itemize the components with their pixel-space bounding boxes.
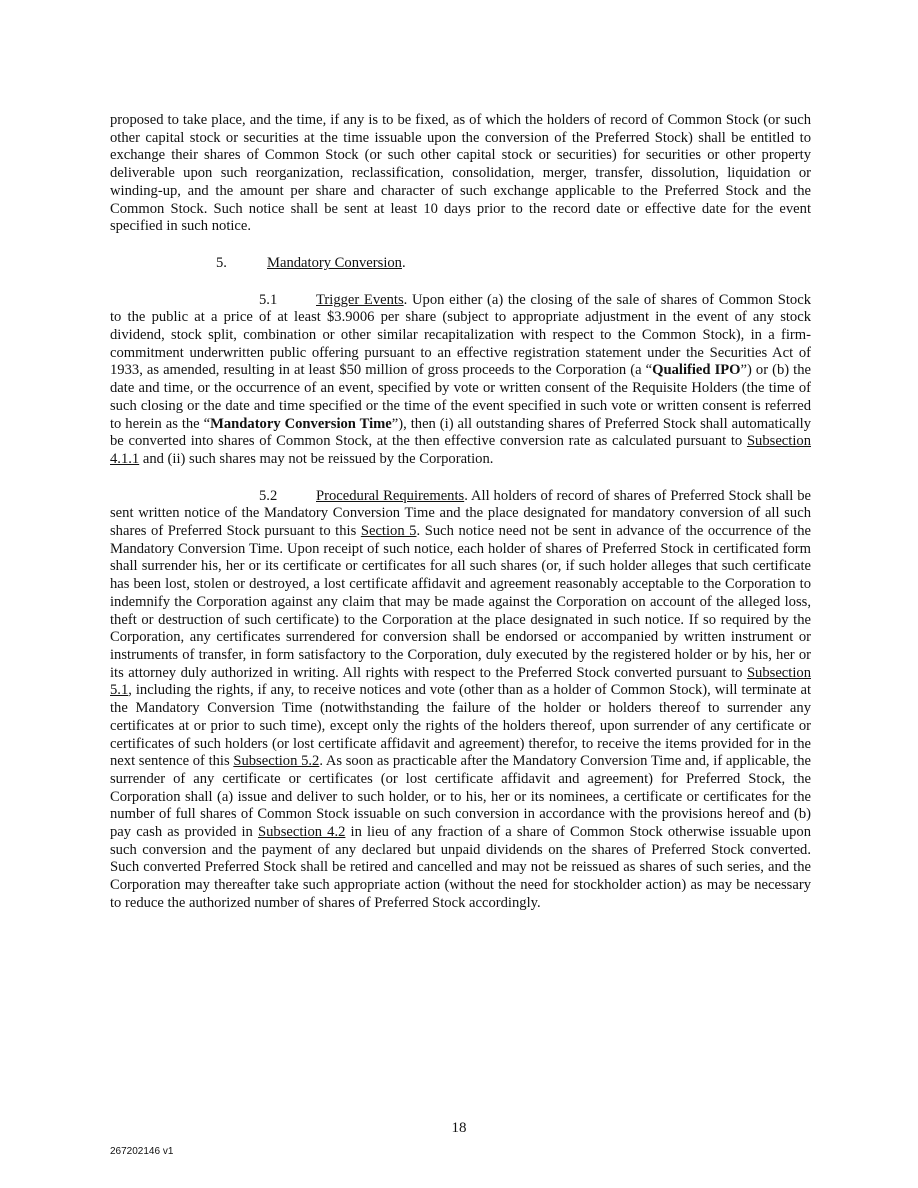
cross-reference: Subsection 4.2 — [257, 824, 346, 841]
subsection-text: ”) or (b) the date and time, or the occurrence of an event, specified by vote or written consent of the Requisite Holders (the time of such closing or the date and time specified or the time of the event specified in such vote or written consent is referred to herein as the “ — [110, 362, 811, 432]
subsection-text: . As soon as practicable after the Mandatory Conversion Time and, if applicable, the surrender of any certificate or certificates (or lost certificate affidavit and agreement) for Preferred Stock, the Corporation shall (a) issue and deliver to such holder, or to his, her or its nominees, a certificate or certificates for the number of full shares of Common Stock issuable on such conversion in accordance with the provisions hereof and (b) pay cash as provided in — [110, 753, 811, 841]
subsection-title: Procedural Requirements — [316, 487, 465, 504]
cross-reference: Subsection 4.1.1 — [110, 433, 811, 467]
subsection-text: ”), then (i) all outstanding shares of Preferred Stock shall automatically be converted into shares of Common Stock, at the then effective conversion rate as calculated pursuant to — [110, 415, 812, 450]
cross-reference: Subsection 5.2 — [233, 753, 320, 770]
defined-term: Qualified IPO — [652, 362, 741, 379]
subsection-number: 5.1 — [259, 291, 278, 308]
defined-term: Mandatory Conversion Time — [210, 415, 392, 432]
subsection-5-1 — [110, 292, 811, 469]
document-body — [110, 112, 811, 932]
document-id: 267202146 v1 — [110, 1146, 174, 1157]
subsection-text: and (ii) such shares may not be reissued by the Corporation. — [139, 450, 494, 467]
continued-paragraph: proposed to take place, and the time, if any is to be fixed, as of which the holders of record of Common Stock (or such other capital stock or securities at the time issuable upon the conversion of the Preferred Stock) shall be entitled to exchange their shares of Common Stock (or such other capital stock or securities) for securities or other property deliverable upon such reorganization, reclassification, consolidation, merger, transfer, dissolution, liquidation or winding-up, and the amount per share and character of such exchange applicable to the Preferred Stock and the Common Stock. Such notice shall be sent at least 10 days prior to the record date or effective date for the event specified in such notice. — [110, 112, 811, 235]
subsection-text: , including the rights, if any, to receive notices and vote (other than as a holder of Common Stock), will terminate at the Mandatory Conversion Time (notwithstanding the failure of the holder or holders thereof to surrender any certificates at or prior to such time), except only the rights of the holders thereof, upon surrender of any certificate or certificates of such holders (or lost certificate affidavit and agreement) therefor, to receive the items provided for in the next sentence of this — [110, 682, 811, 770]
subsection-text: . All holders of record of shares of Preferred Stock shall be sent written notice of the Mandatory Conversion Time and the place designated for mandatory conversion of all such shares of Preferred Stock pursuant to this — [110, 487, 811, 540]
subsection-text: . Upon either (a) the closing of the sale of shares of Common Stock to the public at a price of at least $3.9006 per share (subject to appropriate adjustment in the event of any stock dividend, stock split, combination or other similar recapitalization with respect to the Common Stock), in a firm-commitment underwritten public offering pursuant to an effective registration statement under the Securities Act of 1933, as amended, resulting in at least $50 million of gross proceeds to the Corporation (a “ — [110, 291, 811, 379]
page-number: 18 — [451, 1120, 467, 1136]
subsection-5-2 — [110, 488, 811, 913]
section-number: 5. — [216, 254, 227, 271]
subsection-title: Trigger Events — [316, 291, 404, 308]
cross-reference: Subsection 5.1 — [110, 664, 811, 699]
section-title-suffix: . — [401, 254, 406, 271]
cross-reference: Section 5 — [360, 523, 417, 540]
section-5-heading — [110, 255, 811, 273]
section-title: Mandatory Conversion — [267, 254, 402, 271]
subsection-text: in lieu of any fraction of a share of Common Stock otherwise issuable upon such conversion and the payment of any declared but unpaid dividends on the shares of Preferred Stock converted. Such converted Preferred Stock shall be retired and cancelled and may not be reissued as shares of such series, and the Corporation may thereafter take such appropriate action (without the need for stockholder action) as may be necessary to reduce the authorized number of shares of Preferred Stock accordingly. — [110, 824, 811, 911]
subsection-number: 5.2 — [259, 487, 278, 504]
subsection-text: . Such notice need not be sent in advance of the occurrence of the Mandatory Conversion Time. Upon receipt of such notice, each holder of shares of Preferred Stock in certificated form shall surrender his, her or its certificate or certificates for all such shares (or, if such holder alleges that such certificate has been lost, stolen or destroyed, a lost certificate affidavit and agreement reasonably acceptable to the Corporation to indemnify the Corporation against any claim that may be made against the Corporation on account of the alleged loss, theft or destruction of such certificate) to the Corporation at the place designated in such notice. If so required by the Corporation, any certificates surrendered for conversion shall be endorsed or accompanied by written instrument or instruments of transfer, in form satisfactory to the Corporation, duly executed by the registered holder or by his, her or its attorney duly authorized in writing. All rights with respect to the Preferred Stock converted pursuant to — [110, 523, 811, 681]
